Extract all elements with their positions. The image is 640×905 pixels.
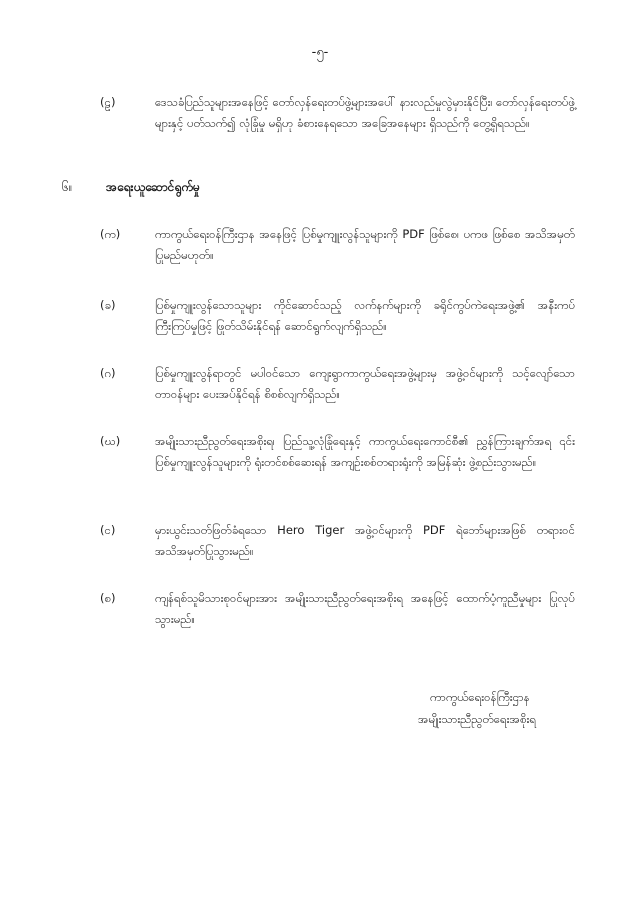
action-item-marker: (ဃ) (100, 434, 121, 448)
action-item-text: ပြစ်မှုကျူးလွန်ရာတွင် မပါဝင်သော ကျေးရွာကာကွယ်ရေးအဖွဲ့များမှ အဖွဲ့ဝင်များကို သင့်လျော်သော တာဝန်များ ပေးအပ်နိုင်ရန် စိစစ်လျက်ရှိသည်။ (155, 366, 575, 401)
signature-block (418, 686, 618, 730)
page-number: -၅- (311, 45, 329, 60)
section-title: အရေးယူဆောင်ရွက်မှု (106, 180, 200, 194)
section-number: ၆။ (62, 180, 73, 194)
action-item-nga (100, 520, 575, 562)
action-item-text: ကာကွယ်ရေးဝန်ကြီးဌာန အနေဖြင့် ပြစ်မှုကျူးလွန်သူများကို PDF ဖြစ်စေ၊ ပကဖ ဖြစ်စေ အသိအမှတ် ပြုမည်မဟုတ်။ (155, 227, 575, 262)
action-item-kha (100, 295, 575, 337)
action-item-marker: (စ) (100, 591, 116, 605)
action-item-text: ပြစ်မှုကျူးလွန်သောသူများ ကိုင်ဆောင်သည့် လက်နက်များကို ခရိုင်ကွပ်ကဲရေးအဖွဲ့၏ အနီးကပ်ကြီးကြပ်မှုဖြင့် ဖြုတ်သိမ်းနိုင်ရန် ဆောင်ရွက်လျက်ရှိသည်။ (155, 298, 575, 333)
action-item-text: ကျန်ရစ်သူမိသားစုဝင်များအား အမျိုးသားညီညွတ်ရေးအစိုးရ အနေဖြင့် ထောက်ပံ့ကူညီမှုများ ပြုလုပ်သွားမည်။ (155, 591, 575, 626)
intro-item (100, 92, 575, 134)
action-item-gha (100, 431, 575, 473)
action-item-marker: (င) (100, 523, 116, 537)
signature-government: အမျိုးသားညီညွတ်ရေးအစိုးရ (418, 712, 537, 726)
action-item-ga (100, 363, 575, 405)
intro-item-marker: (ဠ) (100, 95, 116, 109)
action-item-marker: (ဂ) (100, 366, 116, 380)
action-item-text: အမျိုးသားညီညွတ်ရေးအစိုးရ၊ ပြည်သူ့လုံခြုံရေးနှင့် ကာကွယ်ရေးကောင်စီ၏ ညွှန်ကြားချက်အရ ၎င်းပြစ်မှုကျူးလွန်သူများကို ရုံးတင်စစ်ဆေးရန် အကျဉ်းစစ်တရားရုံးကို အမြန်ဆုံး ဖွဲ့စည်းသွားမည်။ (155, 434, 575, 469)
action-item-marker: (က) (100, 227, 121, 241)
action-item-ka (100, 224, 575, 266)
signature-ministry: ကာကွယ်ရေးဝန်ကြီးဌာန (430, 690, 530, 704)
action-item-sa (100, 588, 575, 630)
section-heading (62, 176, 200, 198)
action-item-marker: (ခ) (100, 298, 116, 312)
intro-item-text: ဒေသခံပြည်သူများအနေဖြင့် တော်လှန်ရေးတပ်ဖွဲ့များအပေါ် နားလည်မှုလွဲမှားနိုင်ပြီး၊ တော်လှန်ရေးတပ်ဖွဲ့များနှင့် ပတ်သက်၍ လုံခြုံမှု မရှိဟု ခံစားနေရသော အခြေအနေများ ရှိသည်ကို တွေ့ရှိရသည်။ (155, 95, 575, 130)
action-item-text: မှားယွင်းသတ်ဖြတ်ခံရသော Hero Tiger အဖွဲ့ဝင်များကို PDF ရဲဘော်များအဖြစ် တရားဝင် အသိအမှတ်ပြုသွားမည်။ (155, 523, 575, 558)
